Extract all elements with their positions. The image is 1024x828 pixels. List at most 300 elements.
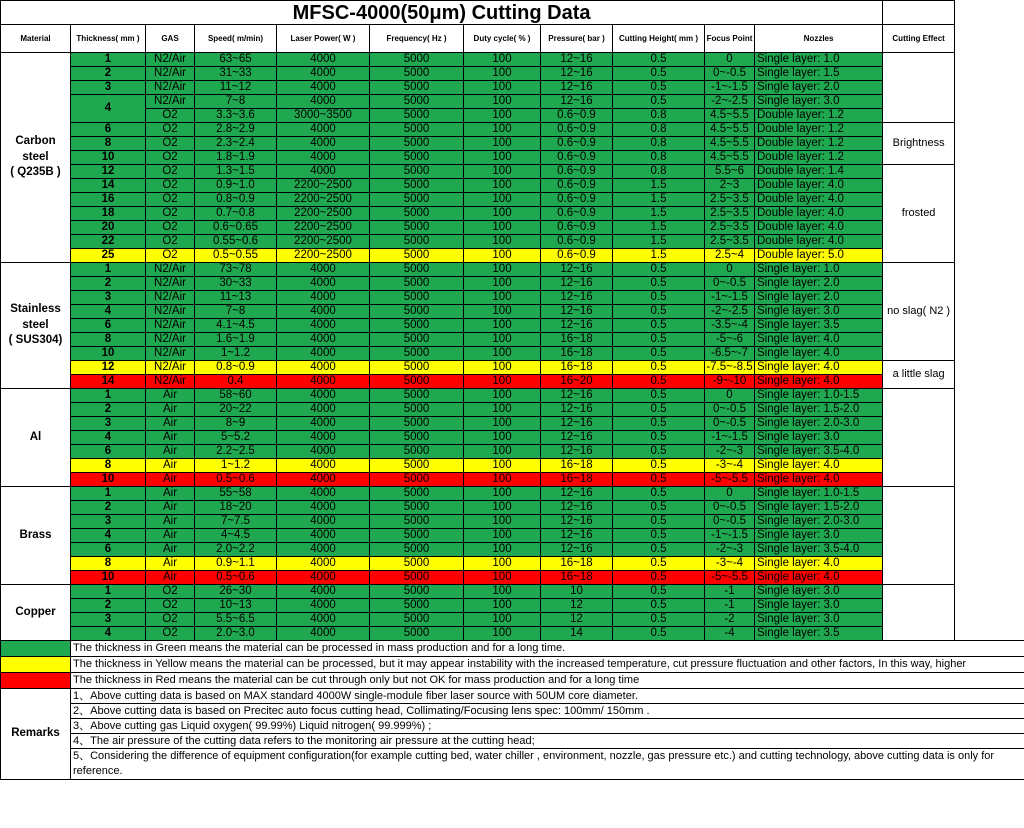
- nozzle-cell: Double layer: 4.0: [755, 207, 883, 221]
- power-cell: 4000: [277, 529, 370, 543]
- material-cell: Brass: [1, 487, 71, 585]
- freq-cell: 5000: [370, 375, 464, 389]
- press-cell: 12~16: [541, 67, 613, 81]
- speed-cell: 1~1.2: [195, 347, 277, 361]
- speed-cell: 5~5.2: [195, 431, 277, 445]
- freq-cell: 5000: [370, 81, 464, 95]
- focus-cell: -1~-1.5: [705, 529, 755, 543]
- speed-cell: 0.4: [195, 375, 277, 389]
- duty-cell: 100: [464, 375, 541, 389]
- nozzle-cell: Single layer: 2.0: [755, 277, 883, 291]
- data-row: [1, 585, 1024, 599]
- power-cell: 4000: [277, 333, 370, 347]
- press-cell: 12~16: [541, 515, 613, 529]
- data-row: [1, 501, 1024, 515]
- legend-text: The thickness in Yellow means the material can be processed, but it may appear instability with the increased temperature, cut pressure fluctuation and other factors, In this way, higher: [71, 657, 1024, 673]
- freq-cell: 5000: [370, 571, 464, 585]
- height-cell: 0.5: [613, 627, 705, 641]
- power-cell: 4000: [277, 459, 370, 473]
- material-cell: Copper: [1, 585, 71, 641]
- height-cell: 0.8: [613, 165, 705, 179]
- data-row: [1, 95, 1024, 109]
- remark-text: 5、Considering the difference of equipment configuration(for example cutting bed, water chiller , environment, nozzle, gas pressure etc.) and cutting technology, above cutting data is only for reference.: [71, 749, 1024, 780]
- data-row: [1, 627, 1024, 641]
- data-row: [1, 263, 1024, 277]
- freq-cell: 5000: [370, 291, 464, 305]
- power-cell: 4000: [277, 151, 370, 165]
- thickness-cell: 4: [71, 95, 146, 123]
- freq-cell: 5000: [370, 501, 464, 515]
- nozzle-cell: Single layer: 1.0: [755, 263, 883, 277]
- height-cell: 0.5: [613, 361, 705, 375]
- height-cell: 1.5: [613, 179, 705, 193]
- data-row: [1, 347, 1024, 361]
- press-cell: 12~16: [541, 305, 613, 319]
- thickness-cell: 1: [71, 263, 146, 277]
- focus-cell: -3.5~-4: [705, 319, 755, 333]
- material-cell: Carbon steel ( Q235B ): [1, 53, 71, 263]
- freq-cell: 5000: [370, 235, 464, 249]
- duty-cell: 100: [464, 81, 541, 95]
- cutting-effect-cell: no slag( N2 ): [883, 263, 955, 361]
- legend-row: [1, 673, 1024, 689]
- nozzle-cell: Single layer: 3.0: [755, 431, 883, 445]
- speed-cell: 10~13: [195, 599, 277, 613]
- freq-cell: 5000: [370, 67, 464, 81]
- duty-cell: 100: [464, 263, 541, 277]
- speed-cell: 20~22: [195, 403, 277, 417]
- power-cell: 4000: [277, 599, 370, 613]
- data-row: [1, 333, 1024, 347]
- thickness-cell: 3: [71, 417, 146, 431]
- gas-cell: N2/Air: [146, 263, 195, 277]
- nozzle-cell: Single layer: 4.0: [755, 459, 883, 473]
- nozzle-cell: Single layer: 3.0: [755, 599, 883, 613]
- press-cell: 16~18: [541, 347, 613, 361]
- data-row: [1, 235, 1024, 249]
- thickness-cell: 3: [71, 291, 146, 305]
- press-cell: 0.6~0.9: [541, 249, 613, 263]
- gas-cell: O2: [146, 599, 195, 613]
- duty-cell: 100: [464, 165, 541, 179]
- nozzle-cell: Single layer: 3.5-4.0: [755, 445, 883, 459]
- gas-cell: Air: [146, 543, 195, 557]
- power-cell: 4000: [277, 431, 370, 445]
- gas-cell: N2/Air: [146, 361, 195, 375]
- freq-cell: 5000: [370, 263, 464, 277]
- edge-blank-cell: [955, 53, 1024, 263]
- power-cell: 4000: [277, 137, 370, 151]
- speed-cell: 7~8: [195, 305, 277, 319]
- freq-cell: 5000: [370, 599, 464, 613]
- focus-cell: 5.5~6: [705, 165, 755, 179]
- freq-cell: 5000: [370, 53, 464, 67]
- nozzle-cell: Single layer: 4.0: [755, 375, 883, 389]
- height-cell: 1.5: [613, 193, 705, 207]
- remark-row: [1, 719, 1024, 734]
- cutting-effect-cell: [883, 389, 955, 487]
- press-cell: 0.6~0.9: [541, 207, 613, 221]
- duty-cell: 100: [464, 123, 541, 137]
- title-row: [1, 1, 1024, 25]
- height-cell: 0.8: [613, 137, 705, 151]
- thickness-cell: 4: [71, 529, 146, 543]
- freq-cell: 5000: [370, 473, 464, 487]
- power-cell: 4000: [277, 319, 370, 333]
- remark-text: 4、The air pressure of the cutting data refers to the monitoring air pressure at the cutting head;: [71, 734, 1024, 749]
- speed-cell: 1.3~1.5: [195, 165, 277, 179]
- thickness-cell: 8: [71, 137, 146, 151]
- gas-cell: Air: [146, 515, 195, 529]
- nozzle-cell: Double layer: 1.2: [755, 109, 883, 123]
- height-cell: 0.5: [613, 95, 705, 109]
- duty-cell: 100: [464, 417, 541, 431]
- power-cell: 4000: [277, 53, 370, 67]
- focus-cell: 4.5~5.5: [705, 151, 755, 165]
- freq-cell: 5000: [370, 487, 464, 501]
- gas-cell: O2: [146, 165, 195, 179]
- nozzle-cell: Single layer: 2.0-3.0: [755, 417, 883, 431]
- remark-text: 3、Above cutting gas Liquid oxygen( 99.99%) Liquid nitrogen( 99.999%) ;: [71, 719, 1024, 734]
- freq-cell: 5000: [370, 109, 464, 123]
- thickness-cell: 25: [71, 249, 146, 263]
- data-row: [1, 403, 1024, 417]
- focus-cell: 2.5~3.5: [705, 221, 755, 235]
- duty-cell: 100: [464, 193, 541, 207]
- column-header: Focus Point: [705, 25, 755, 53]
- thickness-cell: 10: [71, 151, 146, 165]
- thickness-cell: 3: [71, 515, 146, 529]
- freq-cell: 5000: [370, 557, 464, 571]
- duty-cell: 100: [464, 473, 541, 487]
- power-cell: 4000: [277, 291, 370, 305]
- duty-cell: 100: [464, 207, 541, 221]
- focus-cell: -2~-3: [705, 543, 755, 557]
- remark-text: 2、Above cutting data is based on Precitec auto focus cutting head, Collimating/Focusing lens spec: 100mm/ 150mm .: [71, 704, 1024, 719]
- duty-cell: 100: [464, 431, 541, 445]
- gas-cell: Air: [146, 571, 195, 585]
- nozzle-cell: Single layer: 3.5: [755, 627, 883, 641]
- duty-cell: 100: [464, 543, 541, 557]
- nozzle-cell: Single layer: 3.0: [755, 95, 883, 109]
- height-cell: 0.5: [613, 403, 705, 417]
- freq-cell: 5000: [370, 515, 464, 529]
- duty-cell: 100: [464, 571, 541, 585]
- height-cell: 0.5: [613, 305, 705, 319]
- speed-cell: 0.9~1.0: [195, 179, 277, 193]
- focus-cell: -5~-5.5: [705, 473, 755, 487]
- press-cell: 16~20: [541, 375, 613, 389]
- duty-cell: 100: [464, 249, 541, 263]
- press-cell: 0.6~0.9: [541, 179, 613, 193]
- speed-cell: 4.1~4.5: [195, 319, 277, 333]
- data-row: [1, 165, 1024, 179]
- thickness-cell: 8: [71, 557, 146, 571]
- speed-cell: 1.6~1.9: [195, 333, 277, 347]
- power-cell: 4000: [277, 67, 370, 81]
- data-row: [1, 67, 1024, 81]
- height-cell: 0.5: [613, 389, 705, 403]
- duty-cell: 100: [464, 501, 541, 515]
- data-row: [1, 137, 1024, 151]
- duty-cell: 100: [464, 109, 541, 123]
- power-cell: 3000~3500: [277, 109, 370, 123]
- speed-cell: 0.5~0.55: [195, 249, 277, 263]
- column-header: Duty cycle( % ): [464, 25, 541, 53]
- legend-row: [1, 657, 1024, 673]
- thickness-cell: 6: [71, 319, 146, 333]
- speed-cell: 4~4.5: [195, 529, 277, 543]
- height-cell: 0.5: [613, 347, 705, 361]
- power-cell: 4000: [277, 361, 370, 375]
- speed-cell: 30~33: [195, 277, 277, 291]
- press-cell: 16~18: [541, 557, 613, 571]
- height-cell: 0.5: [613, 431, 705, 445]
- freq-cell: 5000: [370, 333, 464, 347]
- duty-cell: 100: [464, 67, 541, 81]
- focus-cell: -3~-4: [705, 557, 755, 571]
- gas-cell: Air: [146, 529, 195, 543]
- data-row: [1, 375, 1024, 389]
- duty-cell: 100: [464, 277, 541, 291]
- duty-cell: 100: [464, 529, 541, 543]
- gas-cell: O2: [146, 151, 195, 165]
- data-row: [1, 389, 1024, 403]
- duty-cell: 100: [464, 361, 541, 375]
- press-cell: 0.6~0.9: [541, 137, 613, 151]
- focus-cell: 0: [705, 389, 755, 403]
- height-cell: 0.5: [613, 557, 705, 571]
- duty-cell: 100: [464, 613, 541, 627]
- focus-cell: 0~-0.5: [705, 67, 755, 81]
- column-header: Frequency( Hz ): [370, 25, 464, 53]
- thickness-cell: 2: [71, 67, 146, 81]
- cutting-effect-cell: [883, 487, 955, 585]
- power-cell: 4000: [277, 557, 370, 571]
- duty-cell: 100: [464, 53, 541, 67]
- press-cell: 12~16: [541, 263, 613, 277]
- press-cell: 0.6~0.9: [541, 193, 613, 207]
- nozzle-cell: Double layer: 4.0: [755, 193, 883, 207]
- freq-cell: 5000: [370, 137, 464, 151]
- power-cell: 4000: [277, 95, 370, 109]
- focus-cell: 0~-0.5: [705, 515, 755, 529]
- focus-cell: -5~-6: [705, 333, 755, 347]
- thickness-cell: 8: [71, 459, 146, 473]
- legend-swatch: [1, 641, 71, 657]
- press-cell: 10: [541, 585, 613, 599]
- power-cell: 4000: [277, 585, 370, 599]
- nozzle-cell: Single layer: 4.0: [755, 571, 883, 585]
- thickness-cell: 1: [71, 53, 146, 67]
- power-cell: 2200~2500: [277, 193, 370, 207]
- nozzle-cell: Single layer: 1.5-2.0: [755, 501, 883, 515]
- nozzle-cell: Double layer: 4.0: [755, 179, 883, 193]
- duty-cell: 100: [464, 389, 541, 403]
- sheet-title: MFSC-4000(50μm) Cutting Data: [1, 1, 883, 25]
- thickness-cell: 6: [71, 543, 146, 557]
- data-row: [1, 319, 1024, 333]
- speed-cell: 3.3~3.6: [195, 109, 277, 123]
- press-cell: 0.6~0.9: [541, 235, 613, 249]
- focus-cell: 0~-0.5: [705, 277, 755, 291]
- data-row: [1, 179, 1024, 193]
- thickness-cell: 14: [71, 179, 146, 193]
- nozzle-cell: Single layer: 4.0: [755, 333, 883, 347]
- focus-cell: -7.5~-8.5: [706, 360, 753, 373]
- freq-cell: 5000: [370, 347, 464, 361]
- thickness-cell: 3: [71, 613, 146, 627]
- cutting-effect-cell: a little slag: [883, 361, 955, 389]
- nozzle-cell: Double layer: 1.4: [755, 165, 883, 179]
- speed-cell: 7~7.5: [195, 515, 277, 529]
- focus-cell: 4.5~5.5: [705, 109, 755, 123]
- speed-cell: 2.2~2.5: [195, 445, 277, 459]
- duty-cell: 100: [464, 95, 541, 109]
- data-row: [1, 599, 1024, 613]
- press-cell: 0.6~0.9: [541, 151, 613, 165]
- height-cell: 0.8: [613, 151, 705, 165]
- power-cell: 4000: [277, 81, 370, 95]
- duty-cell: 100: [464, 319, 541, 333]
- data-row: [1, 543, 1024, 557]
- data-row: [1, 249, 1024, 263]
- freq-cell: 5000: [370, 193, 464, 207]
- freq-cell: 5000: [370, 249, 464, 263]
- data-row: [1, 529, 1024, 543]
- power-cell: 4000: [277, 543, 370, 557]
- duty-cell: 100: [464, 347, 541, 361]
- speed-cell: 73~78: [195, 263, 277, 277]
- speed-cell: 2.3~2.4: [195, 137, 277, 151]
- nozzle-cell: Single layer: 4.0: [755, 473, 883, 487]
- focus-cell: -5~-5.5: [705, 571, 755, 585]
- data-row: [1, 445, 1024, 459]
- press-cell: 14: [541, 627, 613, 641]
- duty-cell: 100: [464, 403, 541, 417]
- nozzle-cell: Single layer: 1.0-1.5: [755, 487, 883, 501]
- focus-cell: 0: [705, 53, 755, 67]
- press-cell: 12~16: [541, 529, 613, 543]
- gas-cell: O2: [146, 613, 195, 627]
- thickness-cell: 6: [71, 123, 146, 137]
- focus-cell: 0: [705, 487, 755, 501]
- thickness-cell: 1: [71, 389, 146, 403]
- gas-cell: Air: [146, 431, 195, 445]
- focus-cell: 0~-0.5: [705, 417, 755, 431]
- data-row: [1, 151, 1024, 165]
- data-row: [1, 291, 1024, 305]
- power-cell: 2200~2500: [277, 207, 370, 221]
- data-row: [1, 473, 1024, 487]
- speed-cell: 18~20: [195, 501, 277, 515]
- height-cell: 0.5: [613, 319, 705, 333]
- power-cell: 2200~2500: [277, 249, 370, 263]
- data-row: [1, 613, 1024, 627]
- focus-cell: -1: [705, 585, 755, 599]
- freq-cell: 5000: [370, 529, 464, 543]
- legend-swatch: [1, 657, 71, 673]
- power-cell: 4000: [277, 263, 370, 277]
- thickness-cell: 10: [71, 473, 146, 487]
- height-cell: 0.8: [613, 109, 705, 123]
- gas-cell: N2/Air: [146, 375, 195, 389]
- gas-cell: O2: [146, 179, 195, 193]
- speed-cell: 8~9: [195, 417, 277, 431]
- freq-cell: 5000: [370, 319, 464, 333]
- height-cell: 0.5: [613, 291, 705, 305]
- data-row: [1, 109, 1024, 123]
- cutting-effect-cell: [883, 53, 955, 123]
- power-cell: 4000: [277, 123, 370, 137]
- speed-cell: 0.5~0.6: [195, 571, 277, 585]
- focus-cell: -2~-2.5: [705, 305, 755, 319]
- gas-cell: N2/Air: [146, 333, 195, 347]
- freq-cell: 5000: [370, 361, 464, 375]
- power-cell: 4000: [277, 277, 370, 291]
- data-row: [1, 431, 1024, 445]
- freq-cell: 5000: [370, 277, 464, 291]
- edge-blank-cell: [955, 1, 1024, 53]
- duty-cell: 100: [464, 151, 541, 165]
- press-cell: 12: [541, 613, 613, 627]
- press-cell: 12~16: [541, 53, 613, 67]
- power-cell: 4000: [277, 515, 370, 529]
- power-cell: 4000: [277, 487, 370, 501]
- height-cell: 0.5: [613, 67, 705, 81]
- data-row: [1, 459, 1024, 473]
- speed-cell: 31~33: [195, 67, 277, 81]
- speed-cell: 0.8~0.9: [195, 193, 277, 207]
- freq-cell: 5000: [370, 445, 464, 459]
- focus-cell: -2: [705, 613, 755, 627]
- focus-cell: -2~-3: [705, 445, 755, 459]
- focus-cell: 2~3: [705, 179, 755, 193]
- duty-cell: 100: [464, 291, 541, 305]
- material-cell: Stainless steel ( SUS304): [1, 263, 71, 389]
- freq-cell: 5000: [370, 431, 464, 445]
- remarks-label: Remarks: [1, 689, 71, 780]
- nozzle-cell: Single layer: 2.0-3.0: [755, 515, 883, 529]
- focus-cell: 4.5~5.5: [705, 137, 755, 151]
- power-cell: 4000: [277, 501, 370, 515]
- data-row: [1, 81, 1024, 95]
- freq-cell: 5000: [370, 459, 464, 473]
- nozzle-cell: Single layer: 4.0: [755, 361, 883, 375]
- nozzle-cell: Single layer: 1.5-2.0: [755, 403, 883, 417]
- freq-cell: 5000: [370, 389, 464, 403]
- height-cell: 1.5: [613, 221, 705, 235]
- speed-cell: 5.5~6.5: [195, 613, 277, 627]
- press-cell: 12~16: [541, 291, 613, 305]
- column-header: Material: [1, 25, 71, 53]
- remark-row: [1, 734, 1024, 749]
- duty-cell: 100: [464, 599, 541, 613]
- column-header: Pressure( bar ): [541, 25, 613, 53]
- nozzle-cell: Double layer: 4.0: [755, 221, 883, 235]
- focus-cell: -1~-1.5: [705, 291, 755, 305]
- gas-cell: O2: [146, 221, 195, 235]
- focus-cell: -2~-2.5: [705, 95, 755, 109]
- press-cell: 12~16: [541, 487, 613, 501]
- height-cell: 0.5: [613, 459, 705, 473]
- speed-cell: 58~60: [195, 389, 277, 403]
- height-cell: 0.5: [613, 487, 705, 501]
- duty-cell: 100: [464, 487, 541, 501]
- nozzle-cell: Single layer: 4.0: [755, 347, 883, 361]
- data-row: [1, 487, 1024, 501]
- height-cell: 0.5: [613, 529, 705, 543]
